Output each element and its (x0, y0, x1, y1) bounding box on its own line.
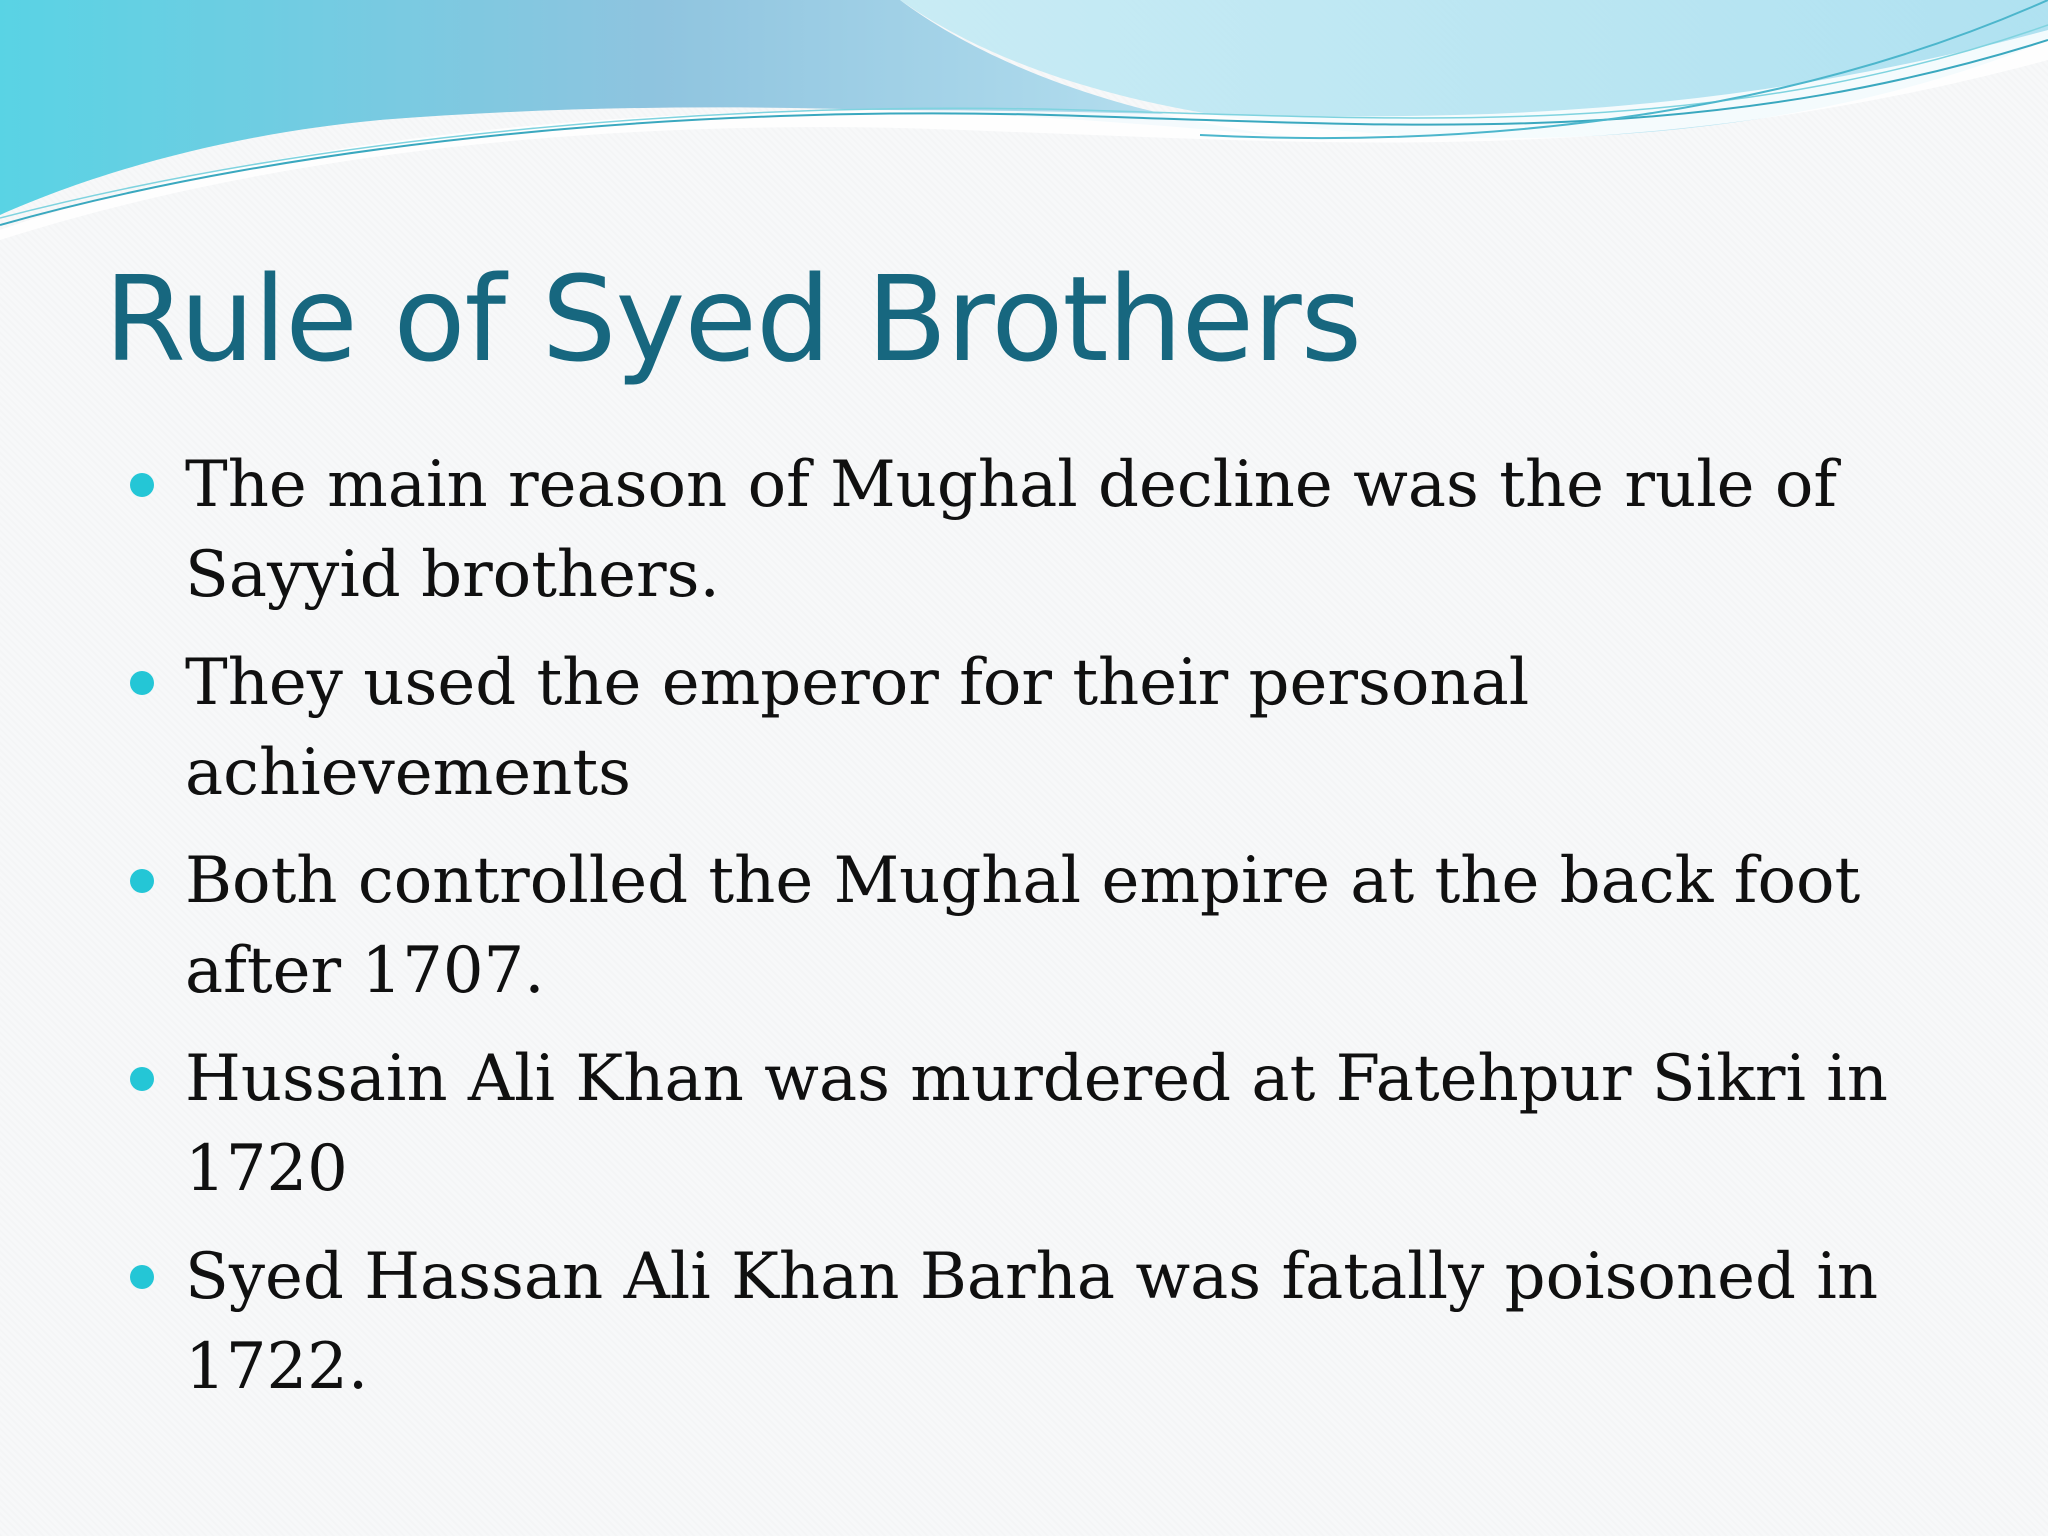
list-item (130, 440, 1930, 620)
bullet-dot-icon (130, 473, 154, 497)
header-wave-decoration (0, 0, 2048, 260)
bullet-text: Hussain Ali Khan was murdered at Fatehpur Sikri in 1720 (185, 1042, 1888, 1206)
list-item (130, 1034, 1930, 1214)
list-item (130, 638, 1930, 818)
bullet-text: Both controlled the Mughal empire at the back foot after 1707. (185, 844, 1861, 1008)
slide-title: Rule of Syed Brothers (104, 250, 1362, 388)
bullet-text: Syed Hassan Ali Khan Barha was fatally poisoned in 1722. (185, 1240, 1879, 1404)
bullet-list (130, 440, 1930, 1430)
list-item (130, 836, 1930, 1016)
bullet-dot-icon (130, 1265, 154, 1289)
bullet-text: They used the emperor for their personal achievements (185, 646, 1530, 810)
bullet-dot-icon (130, 671, 154, 695)
bullet-dot-icon (130, 1067, 154, 1091)
bullet-dot-icon (130, 869, 154, 893)
bullet-text: The main reason of Mughal decline was the rule of Sayyid brothers. (185, 448, 1838, 612)
list-item (130, 1232, 1930, 1412)
